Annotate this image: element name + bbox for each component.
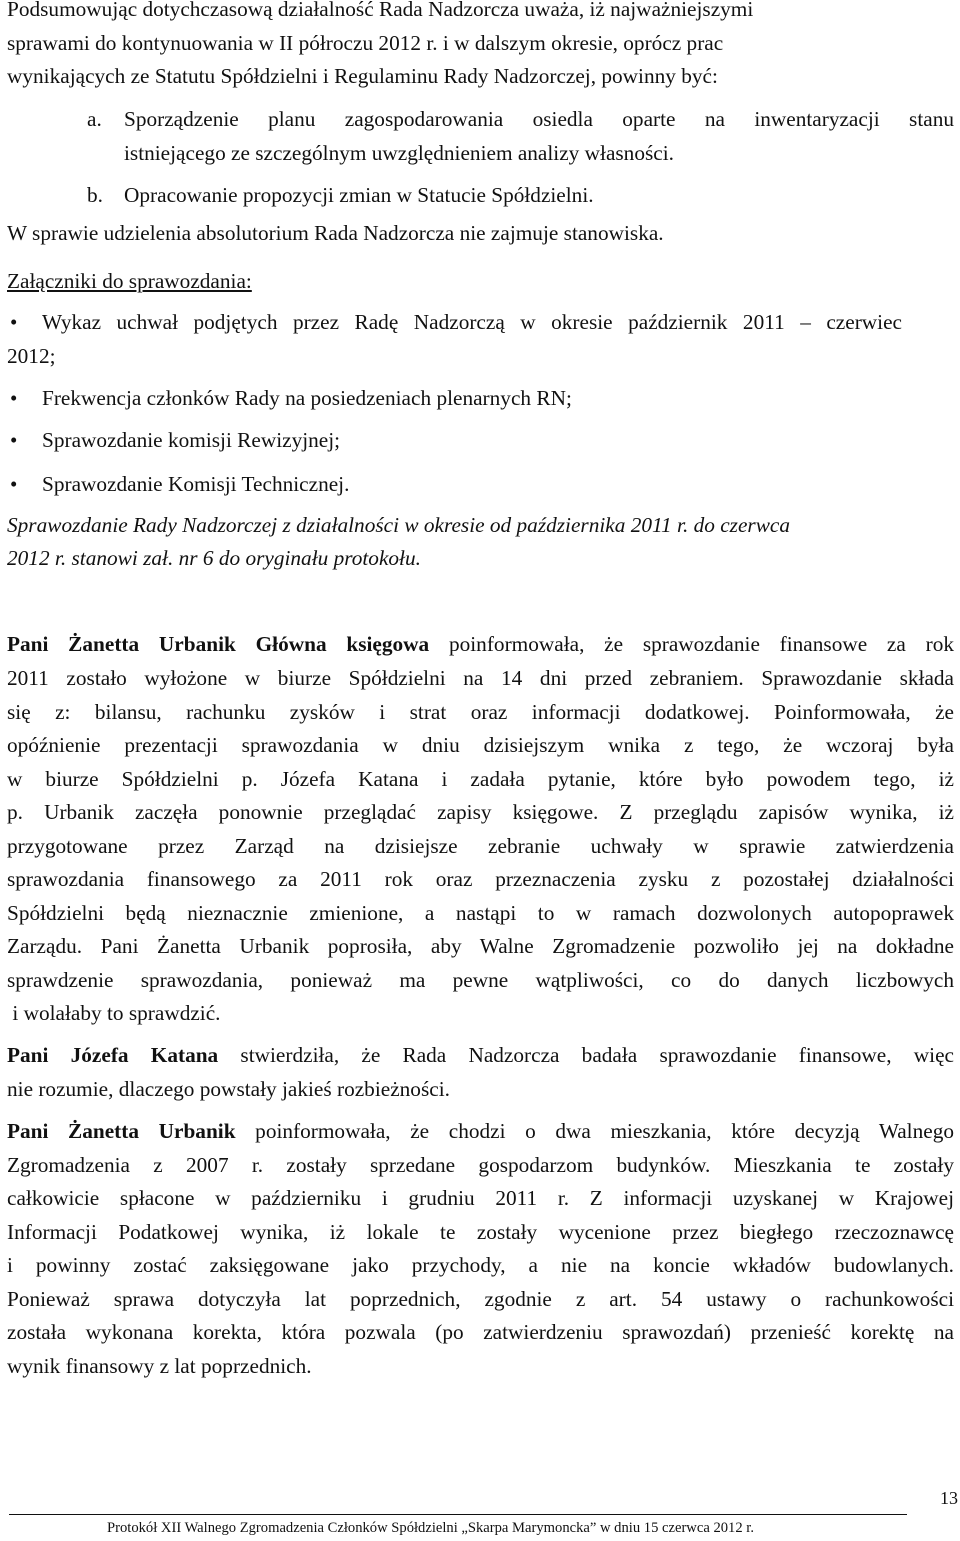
paragraph-line: wynik finansowy z lat poprzednich. xyxy=(7,1354,312,1378)
paragraph-line: nie rozumie, dlaczego powstały jakieś rozbieżności. xyxy=(7,1077,450,1101)
attachment-item: Wykaz uchwał podjętych przez Radę Nadzorczą w okresie październik 2011 – czerwiec xyxy=(42,310,902,334)
bullet-icon: • xyxy=(10,310,18,334)
attachment-item: 2012; xyxy=(7,344,56,368)
absolutorium-line: W sprawie udzielenia absolutorium Rada Nadzorcza nie zajmuje stanowiska. xyxy=(7,221,664,245)
paragraph-line: Pani Żanetta Urbanik Główna księgowa poinformowała, że sprawozdanie finansowe za rok xyxy=(7,632,954,656)
speaker-name: Pani Żanetta Urbanik Główna księgowa xyxy=(7,632,430,656)
intro-line: wynikających ze Statutu Spółdzielni i Regulaminu Rady Nadzorczej, powinny być: xyxy=(7,64,718,88)
attachment-item: Sprawozdanie Komisji Technicznej. xyxy=(42,472,350,496)
bullet-icon: • xyxy=(10,386,18,410)
paragraph-line: sprawdzenie sprawozdania, ponieważ ma pewne wątpliwości, co do danych liczbowych xyxy=(7,968,954,992)
paragraph-line: sprawozdania finansowego za 2011 rok oraz przeznaczenia zysku z pozostałej działalności xyxy=(7,867,954,891)
italic-note: 2012 r. stanowi zał. nr 6 do oryginału protokołu. xyxy=(7,546,421,570)
intro-line: sprawami do kontynuowania w II półroczu 2012 r. i w dalszym okresie, oprócz prac xyxy=(7,31,724,55)
paragraph-line: opóźnienie prezentacji sprawozdania w dniu dzisiejszym wnika z tego, że wczoraj była xyxy=(7,733,954,757)
footer-text: Protokół XII Walnego Zgromadzenia Członków Spółdzielni „Skarpa Marymoncka” w dniu 15 czerwca 2012 r. xyxy=(107,1520,754,1536)
paragraph-line: całkowicie spłacone w październiku i grudniu 2011 r. Z informacji uzyskanej w Krajowej xyxy=(7,1186,954,1210)
list-marker-b: b. xyxy=(87,183,103,207)
paragraph-line: przygotowane przez Zarząd na dzisiejsze zebranie uchwały w sprawie zatwierdzenia xyxy=(7,834,954,858)
speaker-name: Pani Józefa Katana xyxy=(7,1043,219,1067)
list-item-a: istniejącego ze szczególnym uwzględnieniem analizy własności. xyxy=(124,141,674,165)
paragraph-line: p. Urbanik zaczęła ponownie przeglądać zapisy księgowe. Z przeglądu zapisów wynika, iż xyxy=(7,800,954,824)
paragraph-line: Pani Józefa Katana stwierdziła, że Rada Nadzorcza badała sprawozdanie finansowe, więc xyxy=(7,1043,954,1067)
italic-note: Sprawozdanie Rady Nadzorczej z działalności w okresie od października 2011 r. do czerwca xyxy=(7,513,791,537)
list-item-b: Opracowanie propozycji zmian w Statucie Spółdzielni. xyxy=(124,183,594,207)
list-item-a: Sporządzenie planu zagospodarowania osiedla oparte na inwentaryzacji stanu xyxy=(124,107,954,131)
attachments-heading: Załączniki do sprawozdania: xyxy=(7,269,252,293)
speaker-name: Pani Żanetta Urbanik xyxy=(7,1119,236,1143)
paragraph-line: Pani Żanetta Urbanik poinformowała, że chodzi o dwa mieszkania, które decyzją Walnego xyxy=(7,1119,954,1143)
paragraph-line: Spółdzielni będą nieznacznie zmienione, a nastąpi to w ramach dozwolonych autopoprawek xyxy=(7,901,954,925)
paragraph-line: została wykonana korekta, która pozwala (po zatwierdzeniu sprawozdań) przenieść korektę na xyxy=(7,1320,954,1344)
list-marker-a: a. xyxy=(87,107,102,131)
paragraph-line: Zarządu. Pani Żanetta Urbanik poprosiła, aby Walne Zgromadzenie pozwoliło jej na dokładne xyxy=(7,934,954,958)
paragraph-line: i powinny zostać zaksięgowane jako przychody, a nie na koncie wkładów budowlanych. xyxy=(7,1253,954,1277)
attachment-item: Frekwencja członków Rady na posiedzeniach plenarnych RN; xyxy=(42,386,572,410)
attachment-item: Sprawozdanie komisji Rewizyjnej; xyxy=(42,428,341,452)
paragraph-line: Informacji Podatkowej wynika, iż lokale te zostały wycenione przez biegłego rzeczoznawcę xyxy=(7,1220,954,1244)
paragraph-line: Zgromadzenia z 2007 r. zostały sprzedane gospodarzom budynków. Mieszkania te zostały xyxy=(7,1153,954,1177)
paragraph-line: 2011 zostało wyłożone w biurze Spółdzielni na 14 dni przed zebraniem. Sprawozdanie składa xyxy=(7,666,954,690)
bullet-icon: • xyxy=(10,428,18,452)
intro-line: Podsumowując dotychczasową działalność Rada Nadzorcza uważa, iż najważniejszymi xyxy=(7,0,754,21)
paragraph-line: się z: bilansu, rachunku zysków i strat oraz informacji dodatkowej. Poinformowała, że xyxy=(7,700,954,724)
footer-divider xyxy=(9,1514,907,1515)
bullet-icon: • xyxy=(10,472,18,496)
paragraph-line: w biurze Spółdzielni p. Józefa Katana i zadała pytanie, które było powodem tego, iż xyxy=(7,767,954,791)
paragraph-line: i wolałaby to sprawdzić. xyxy=(7,1001,221,1025)
page-number: 13 xyxy=(940,1488,958,1508)
paragraph-line: Ponieważ sprawa dotyczyła lat poprzednich, zgodnie z art. 54 ustawy o rachunkowości xyxy=(7,1287,954,1311)
